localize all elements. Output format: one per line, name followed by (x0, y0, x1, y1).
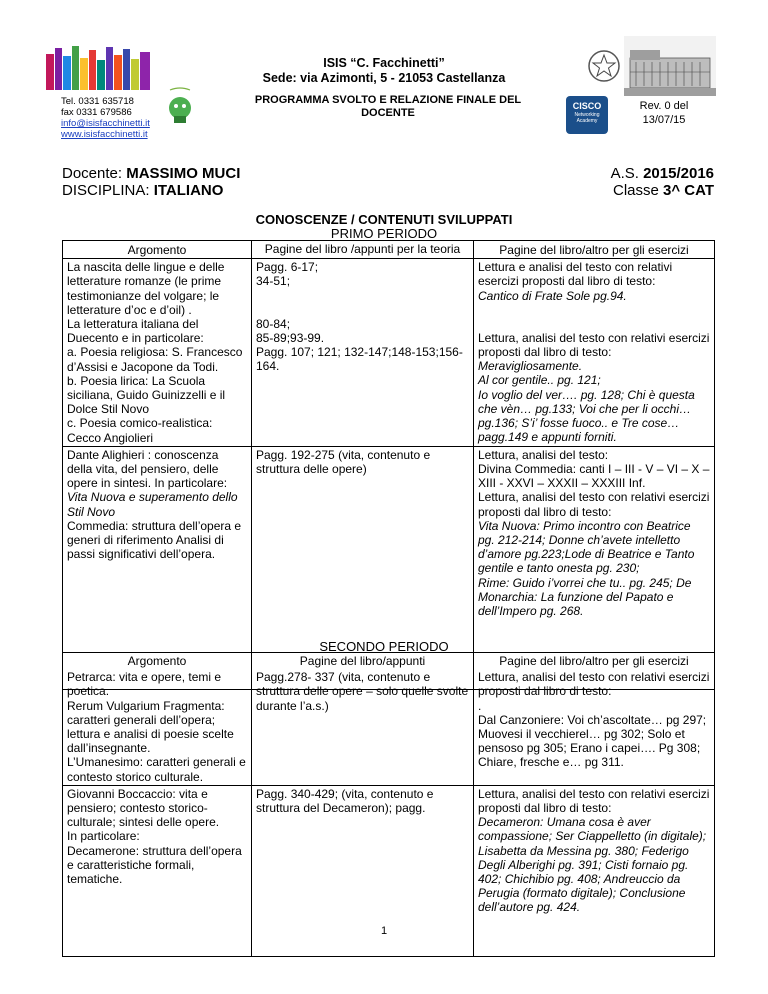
header-pagine: Pagine del libro/appunti (252, 653, 474, 670)
section-title: CONOSCENZE / CONTENUTI SVILUPPATI (255, 212, 513, 227)
table-row (63, 259, 715, 447)
period1-table (62, 240, 715, 690)
website-link[interactable]: www.isisfacchinetti.it (61, 129, 148, 140)
green-logo-icon (160, 86, 200, 126)
as-line: A.S. 2015/2016 (610, 165, 714, 182)
table-row (63, 669, 715, 785)
school-name: ISIS “C. Facchinetti” (323, 56, 445, 70)
header-pagine-teoria: Pagine del libro /appunti per la teoria (252, 241, 474, 259)
period2-title: SECONDO PERIODO (319, 639, 449, 654)
contact-tel: Tel. 0331 635718 (61, 96, 134, 107)
revision-info: Rev. 0 del 13/07/15 (639, 100, 689, 126)
email-link[interactable]: info@isisfacchinetti.it (61, 118, 150, 129)
docente-name: MASSIMO MUCI (126, 165, 241, 182)
school-address: Sede: via Azimonti, 5 - 21053 Castellanza (262, 71, 506, 85)
building-image (624, 36, 716, 96)
contact-block (61, 96, 150, 140)
disciplina-name: ITALIANO (153, 182, 224, 199)
classe-line: Classe 3^ CAT (612, 182, 714, 199)
classe-value: 3^ CAT (663, 182, 714, 199)
cell-argomento: La nascita delle lingue e delle letterature romanze (le prime testimonianze del volgare; le letterature d’oc e d’oil) . La letteratura italiana del Duecento e in particolare: a. Poesia religiosa: S. Francesco d’Assisi e Jacopone da Todi. b. Poesia lirica: La Scuola siciliana, Guido Guinizzelli e il Dolce Stil Novo c. Poesia comico-realistica: Cecco Angiolieri (63, 259, 252, 447)
table-header-row (63, 653, 715, 670)
cell-pagine: Pagg.278- 337 (vita, contenuto e struttura delle opere – solo quelle svolte durante l’a.s.) (252, 669, 474, 785)
cell-pagine: Pagg. 6-17; 34-51; 80-84; 85-89;93-99. Pagg. 107; 121; 132-147;148-153;156-164. (252, 259, 474, 447)
period1-title: PRIMO PERIODO (330, 226, 438, 241)
cell-argomento: Dante Alighieri : conoscenza della vita, del pensiero, delle opere in sintesi. In particolare: Vita Nuova e superamento dello Stil Novo Commedia: struttura dell’opera e generi di riferimento Analisi di passi significativi dell’opera. (63, 446, 252, 689)
program-title: PROGRAMMA SVOLTO E RELAZIONE FINALE DEL DOCENTE (254, 94, 522, 119)
cell-esercizi: Lettura, analisi del testo con relativi esercizi proposti dal libro di testo: Decameron: Umana cosa è aver compassione; Ser Ciappelletto (in digitale); Lisabetta da Messina pg. 380; Federigo Degli Alberighi pg. 391; Cisti fornaio pg. 402; Chichibio pg. 408; Andreuccio da Perugia (formato digitale); Conclusione dell’autore pg. 424. (474, 785, 715, 956)
page-number: 1 (380, 925, 388, 937)
cell-argomento: Giovanni Boccaccio: vita e pensiero; contesto storico-culturale; sintesi delle opere. In particolare: Decamerone: struttura dell’opera e caratteristiche formali, tematiche. (63, 785, 252, 956)
cell-esercizi: Lettura e analisi del testo con relativi esercizi proposti dal libro di testo: Cantico di Frate Sole pg.94. Lettura, analisi del testo con relativi esercizi proposti dal libro di testo: Meravigliosamente. Al cor gentile.. pg. 121; Io voglio del ver…. pg. 128; Chi è questa che vèn… pg.133; Voi che per li occhi… pg.136; S’i’ fosse fuoco.. e Tre cose… pagg.149 e appunti forniti. (474, 259, 715, 447)
cell-esercizi: Lettura, analisi del testo: Divina Commedia: canti I – III - V – VI – X – XIII - XXVI – XXXII – XXXIII Inf. Lettura, analisi del testo con relativi esercizi proposti dal libro di testo: Vita Nuova: Primo incontro con Beatrice pg. 212-214; Donne ch’avete intelletto d’amore pg.223;Lode di Beatrice e Tanto gentile e tanto onesta pg. 230; Rime: Guido i’vorrei che tu.. pg. 245; De Monarchia: La funzione del Papato e dell’Impero pg. 268. (474, 446, 715, 689)
header-esercizi: Pagine del libro/altro per gli esercizi (474, 653, 715, 670)
emblem-icon (586, 48, 622, 84)
as-value: 2015/2016 (643, 165, 714, 182)
period2-table (62, 652, 715, 957)
header-argomento: Argomento (63, 653, 252, 670)
contact-fax: fax 0331 679586 (61, 107, 132, 118)
disciplina-line: DISCIPLINA: ITALIANO (62, 182, 224, 199)
cell-pagine: Pagg. 192-275 (vita, contenuto e struttura delle opere) (252, 446, 474, 689)
cell-pagine: Pagg. 340-429; (vita, contenuto e struttura del Decameron); pagg. (252, 785, 474, 956)
cell-argomento: Petrarca: vita e opere, temi e poetica. Rerum Vulgarium Fragmenta: caratteri generali dell’opera; lettura e analisi di poesie scelte dall’insegnante. L’Umanesimo: caratteri generali e contesto storico culturale. (63, 669, 252, 785)
header-argomento: Argomento (63, 241, 252, 259)
docente-line: Docente: MASSIMO MUCI (62, 165, 241, 182)
table-header-row (63, 241, 715, 259)
cisco-logo: CISCO Networking Academy (566, 96, 608, 134)
cell-esercizi: Lettura, analisi del testo con relativi esercizi proposti dal libro di testo: . Dal Canzoniere: Voi ch’ascoltate… pg 297; Muovesi il vecchierel… pg 302; Solo et pensoso pg 305; Erano i capei…. Pg 308; Chiare, fresche e… pg 311. (474, 669, 715, 785)
header-esercizi: Pagine del libro/altro per gli esercizi (474, 241, 715, 259)
